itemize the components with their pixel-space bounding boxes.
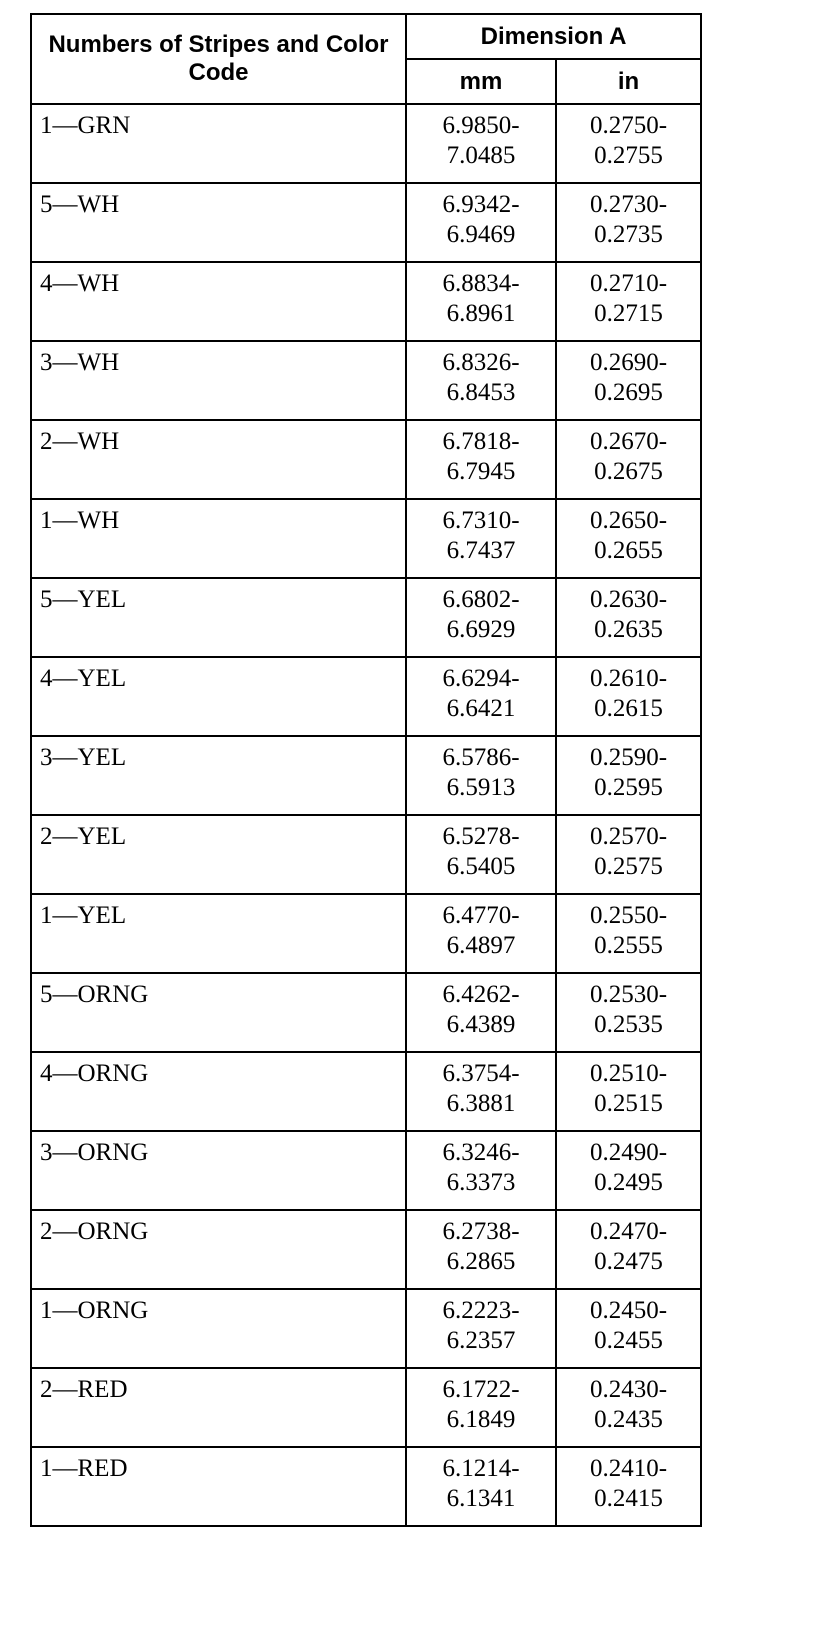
stripe-color-code: 4—WH <box>40 270 120 297</box>
dimension-in-cell <box>556 1210 701 1289</box>
dimension-mm-high: 6.4897 <box>446 932 516 959</box>
dimension-in-cell <box>556 815 701 894</box>
table-row <box>31 341 701 420</box>
dimension-in-low: 0.2690- <box>589 349 668 376</box>
dimension-mm-low: 6.3246- <box>442 1139 520 1166</box>
dimension-in-low: 0.2470- <box>589 1218 668 1245</box>
table-row <box>31 1368 701 1447</box>
dimension-in-high: 0.2635 <box>594 616 663 643</box>
dimension-in-high: 0.2535 <box>594 1011 663 1038</box>
dimension-in-high: 0.2415 <box>594 1485 663 1512</box>
table-row <box>31 1210 701 1289</box>
stripe-color-code-cell <box>31 499 406 578</box>
dimension-mm-high: 6.1341 <box>446 1485 516 1512</box>
dimension-mm-cell <box>406 341 556 420</box>
stripe-color-code-cell <box>31 736 406 815</box>
stripe-color-code-cell <box>31 262 406 341</box>
dimension-mm-cell <box>406 1210 556 1289</box>
dimension-in-low: 0.2650- <box>589 507 668 534</box>
stripe-color-code-cell <box>31 1210 406 1289</box>
dimension-mm-low: 6.9342- <box>442 191 520 218</box>
header-dimension-a: Dimension A <box>406 14 701 59</box>
dimension-in-low: 0.2510- <box>589 1060 668 1087</box>
table-row <box>31 1131 701 1210</box>
dimension-mm-low: 6.1214- <box>442 1455 520 1482</box>
dimension-in-low: 0.2590- <box>589 744 668 771</box>
stripe-color-code: 2—WH <box>40 428 120 455</box>
stripe-color-code: 4—ORNG <box>40 1060 149 1087</box>
header-in: in <box>556 59 701 104</box>
table-row <box>31 1052 701 1131</box>
table-row <box>31 1289 701 1368</box>
stripe-color-code-cell <box>31 420 406 499</box>
dimension-in-high: 0.2735 <box>594 221 663 248</box>
stripe-color-code: 5—YEL <box>40 586 127 613</box>
stripe-color-code: 3—YEL <box>40 744 127 771</box>
dimension-mm-cell <box>406 578 556 657</box>
dimension-mm-low: 6.1722- <box>442 1376 520 1403</box>
dimension-mm-high: 6.6929 <box>446 616 516 643</box>
dimension-in-high: 0.2575 <box>594 853 663 880</box>
table-row <box>31 736 701 815</box>
dimension-mm-cell <box>406 1289 556 1368</box>
dimension-in-high: 0.2675 <box>594 458 663 485</box>
dimension-in-high: 0.2515 <box>594 1090 663 1117</box>
dimension-mm-low: 6.6802- <box>442 586 520 613</box>
dimension-mm-high: 6.7945 <box>446 458 516 485</box>
dimension-mm-low: 6.5278- <box>442 823 520 850</box>
table-row <box>31 973 701 1052</box>
dimension-mm-cell <box>406 262 556 341</box>
table-row <box>31 104 701 183</box>
stripe-color-code: 1—ORNG <box>40 1297 149 1324</box>
dimension-mm-high: 6.4389 <box>446 1011 516 1038</box>
dimension-mm-low: 6.8834- <box>442 270 520 297</box>
table-row <box>31 499 701 578</box>
dimension-in-cell <box>556 1131 701 1210</box>
dimension-in-cell <box>556 973 701 1052</box>
dimension-mm-cell <box>406 420 556 499</box>
dimension-mm-low: 6.7310- <box>442 507 520 534</box>
dimension-in-low: 0.2430- <box>589 1376 668 1403</box>
table-row <box>31 578 701 657</box>
dimension-in-high: 0.2475 <box>594 1248 663 1275</box>
dimension-mm-cell <box>406 183 556 262</box>
dimension-mm-cell <box>406 973 556 1052</box>
stripe-color-code-cell <box>31 815 406 894</box>
stripe-color-code-cell <box>31 104 406 183</box>
dimension-mm-cell <box>406 1131 556 1210</box>
dimension-in-high: 0.2755 <box>594 142 663 169</box>
header-mm: mm <box>406 59 556 104</box>
stripe-color-code: 3—WH <box>40 349 120 376</box>
dimension-mm-high: 6.8961 <box>446 300 516 327</box>
dimension-in-low: 0.2710- <box>589 270 668 297</box>
stripe-color-code-cell <box>31 1289 406 1368</box>
stripe-color-code-cell <box>31 973 406 1052</box>
dimension-in-low: 0.2750- <box>589 112 668 139</box>
dimension-mm-low: 6.2738- <box>442 1218 520 1245</box>
dimension-mm-high: 6.9469 <box>446 221 516 248</box>
dimension-mm-cell <box>406 1368 556 1447</box>
dimension-in-cell <box>556 578 701 657</box>
dimension-in-cell <box>556 736 701 815</box>
dimension-mm-high: 6.7437 <box>446 537 516 564</box>
dimension-in-low: 0.2610- <box>589 665 668 692</box>
dimension-mm-cell <box>406 1052 556 1131</box>
stripe-color-code: 5—ORNG <box>40 981 149 1008</box>
stripe-color-code-cell <box>31 657 406 736</box>
dimension-in-high: 0.2615 <box>594 695 663 722</box>
dimension-mm-low: 6.3754- <box>442 1060 520 1087</box>
dimension-in-cell <box>556 341 701 420</box>
dimension-in-low: 0.2630- <box>589 586 668 613</box>
dimension-mm-low: 6.4262- <box>442 981 520 1008</box>
dimension-in-cell <box>556 1052 701 1131</box>
dimension-mm-low: 6.4770- <box>442 902 520 929</box>
dimension-in-cell <box>556 104 701 183</box>
stripe-color-code: 3—ORNG <box>40 1139 149 1166</box>
dimension-in-high: 0.2595 <box>594 774 663 801</box>
stripe-color-code: 2—ORNG <box>40 1218 149 1245</box>
dimension-mm-high: 6.1849 <box>446 1406 516 1433</box>
stripe-color-code-cell <box>31 894 406 973</box>
dimension-mm-cell <box>406 815 556 894</box>
table-row <box>31 657 701 736</box>
dimension-in-low: 0.2530- <box>589 981 668 1008</box>
dimension-mm-high: 6.3881 <box>446 1090 516 1117</box>
dimension-mm-low: 6.8326- <box>442 349 520 376</box>
table-row <box>31 262 701 341</box>
table-row <box>31 1447 701 1526</box>
dimension-mm-cell <box>406 1447 556 1526</box>
dimension-in-high: 0.2495 <box>594 1169 663 1196</box>
dimension-in-high: 0.2435 <box>594 1406 663 1433</box>
stripe-color-code: 2—RED <box>40 1376 128 1403</box>
dimension-mm-high: 6.8453 <box>446 379 516 406</box>
stripe-color-code-cell <box>31 1447 406 1526</box>
dimension-mm-low: 6.7818- <box>442 428 520 455</box>
dimension-in-high: 0.2455 <box>594 1327 663 1354</box>
dimension-in-low: 0.2490- <box>589 1139 668 1166</box>
stripe-color-code-cell <box>31 578 406 657</box>
stripe-color-code: 1—WH <box>40 507 120 534</box>
dimension-in-low: 0.2450- <box>589 1297 668 1324</box>
dimension-mm-high: 6.2357 <box>446 1327 516 1354</box>
dimension-in-cell <box>556 1289 701 1368</box>
stripe-dimension-table <box>30 13 702 1527</box>
dimension-mm-high: 6.2865 <box>446 1248 516 1275</box>
dimension-in-low: 0.2570- <box>589 823 668 850</box>
table-row <box>31 894 701 973</box>
table-row <box>31 183 701 262</box>
stripe-color-code: 2—YEL <box>40 823 127 850</box>
dimension-in-high: 0.2655 <box>594 537 663 564</box>
dimension-mm-low: 6.5786- <box>442 744 520 771</box>
dimension-mm-low: 6.2223- <box>442 1297 520 1324</box>
dimension-in-low: 0.2670- <box>589 428 668 455</box>
dimension-in-cell <box>556 420 701 499</box>
stripe-color-code-cell <box>31 1052 406 1131</box>
stripe-color-code: 1—RED <box>40 1455 128 1482</box>
dimension-in-cell <box>556 894 701 973</box>
stripe-color-code-cell <box>31 341 406 420</box>
dimension-mm-high: 6.3373 <box>446 1169 516 1196</box>
dimension-mm-high: 6.6421 <box>446 695 516 722</box>
table-body <box>31 104 701 1526</box>
dimension-mm-cell <box>406 894 556 973</box>
dimension-mm-high: 7.0485 <box>446 142 516 169</box>
stripe-color-code: 4—YEL <box>40 665 127 692</box>
dimension-mm-low: 6.9850- <box>442 112 520 139</box>
table-row <box>31 420 701 499</box>
stripe-color-code: 1—GRN <box>40 112 131 139</box>
table-header <box>31 14 701 104</box>
stripe-color-code: 5—WH <box>40 191 120 218</box>
table-row <box>31 815 701 894</box>
dimension-in-high: 0.2715 <box>594 300 663 327</box>
dimension-mm-cell <box>406 499 556 578</box>
dimension-in-cell <box>556 183 701 262</box>
dimension-in-cell <box>556 262 701 341</box>
dimension-in-cell <box>556 1447 701 1526</box>
stripe-color-code-cell <box>31 183 406 262</box>
dimension-mm-low: 6.6294- <box>442 665 520 692</box>
dimension-mm-cell <box>406 657 556 736</box>
dimension-mm-high: 6.5913 <box>446 774 516 801</box>
stripe-color-code-cell <box>31 1131 406 1210</box>
dimension-mm-cell <box>406 736 556 815</box>
dimension-mm-high: 6.5405 <box>446 853 516 880</box>
dimension-in-high: 0.2695 <box>594 379 663 406</box>
header-stripes-color-code: Numbers of Stripes and Color Code <box>31 14 406 104</box>
dimension-in-cell <box>556 499 701 578</box>
dimension-in-low: 0.2550- <box>589 902 668 929</box>
dimension-in-high: 0.2555 <box>594 932 663 959</box>
stripe-color-code-cell <box>31 1368 406 1447</box>
dimension-in-cell <box>556 1368 701 1447</box>
dimension-mm-cell <box>406 104 556 183</box>
stripe-color-code: 1—YEL <box>40 902 127 929</box>
dimension-in-low: 0.2410- <box>589 1455 668 1482</box>
dimension-in-low: 0.2730- <box>589 191 668 218</box>
dimension-in-cell <box>556 657 701 736</box>
